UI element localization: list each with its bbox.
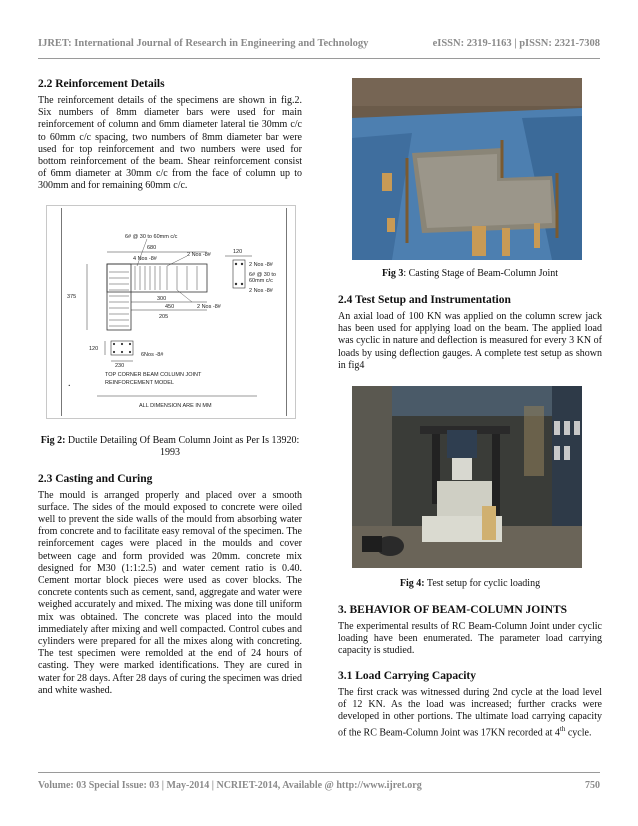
dim-300: 300 (157, 295, 167, 302)
dim-120-left: 120 (89, 345, 99, 352)
section-3-1-body-sup: th (559, 725, 566, 734)
model-title-2: REINFORCEMENT MODEL (105, 379, 174, 386)
dim-230: 230 (115, 362, 125, 369)
running-header (38, 38, 600, 49)
dim-120-top: 120 (233, 248, 243, 255)
section-2-3-title: 2.3 Casting and Curing (38, 472, 153, 485)
bars-2nos-bottom: 2 Nos -8# (197, 303, 221, 310)
header-rule (38, 58, 600, 59)
figure-2-reinforcement-drawing (46, 205, 296, 419)
right-column (338, 78, 602, 740)
running-footer (38, 780, 600, 791)
footer-volume: Volume: 03 Special Issue: 03 | May-2014 | NCRIET-2014, Available @ http://www.ijret.org (38, 780, 422, 791)
dim-205: 205 (159, 313, 169, 320)
fig4-caption-label: Fig 4: (399, 578, 425, 590)
fig3-caption-label: Fig 3 (381, 268, 404, 279)
fig3-caption-text: : Casting Stage of Beam-Column Joint (403, 268, 559, 279)
footer-rule (38, 772, 600, 773)
section-2-2-body: The reinforcement details of the specimens are shown in fig.2. Six numbers of 8mm diameter bars were used for main reinforcement of column and 6mm diameter lateral tie 30mm c/c to 60mm c/c spacing, two numbers of 8mm diameter bar were used for top reinforcement and two numbers were used for bottom reinforcement of the beam. Shear reinforcement consist of 6mm diameter at 30mm c/c from the face of column up to 300mm and for remaining 60mm c/c. (38, 95, 302, 192)
tie-note-1: 6# @ 30 to (249, 271, 276, 278)
figure-2-caption (38, 435, 302, 459)
section-3-1-title: 3.1 Load Carrying Capacity (338, 669, 476, 682)
section-3-1-body-b: cycle. (565, 727, 592, 739)
section-3-1-body-a: The first crack was witnessed during 2nd cycle at the load level of 12 KN. As the load was increased; further cracks were developed in other portions. The ultimate load carrying capacity of the RC Beam-Column Joint was 17KN recorded at 4 (338, 686, 602, 739)
figure-4-caption (338, 578, 602, 590)
dim-375: 375 (67, 293, 77, 300)
bars-2nos-r2: 2 Nos -8# (249, 287, 273, 294)
dimension-note: ALL DIMENSION ARE IN MM (139, 402, 212, 409)
model-title-1: TOP CORNER BEAM COLUMN JOINT (105, 371, 202, 378)
bars-2nos-r: 2 Nos -8# (249, 261, 273, 268)
bars-2nos-top: 2 Nos -8# (187, 251, 211, 258)
left-column (38, 78, 302, 697)
section-2-3-body: The mould is arranged properly and placed over a smooth surface. The sides of the mould exposed to concrete were oiled well to prevent the side walls of the mould from absorbing water from concrete and to facilitate easy removal of the specimen. The reinforcement cages were placed in the moulds and cover between cage and form provided was 20mm. concrete mix designed for M30 (1:1:2.5) and water cement ratio is 0.40. Cement mortar block pieces were used as cover blocks. The concrete contents such as cement, sand, aggregate and water were weighed accurately and mixed. The mixing was done till uniform mix was obtained. The concrete was placed into the mould immediately after mixing and well compacted. Control cubes and cylinders were prepared for all the mixes along with concreting. The test specimen were remolded at the end of 24 hours of casting. They were marked identifications. They are cured in water for 28 days. After 28 days of curing the specimen was dried and white washed. (38, 489, 302, 696)
section-3-body: The experimental results of RC Beam-Column Joint under cyclic loading have been enumerated. The parameter load carrying capacity is studied. (338, 621, 602, 657)
section-2-4-title: 2.4 Test Setup and Instrumentation (338, 294, 511, 306)
dim-450: 450 (165, 303, 175, 310)
figure-3-casting-photo (352, 78, 582, 260)
stray-mark: . (68, 378, 71, 389)
figure-3-caption (338, 268, 602, 280)
section-3-title: 3. BEHAVIOR OF BEAM-COLUMN JOINTS (338, 604, 568, 617)
section-3-1-body (338, 687, 602, 740)
bars-4nos: 4 Nos -8# (133, 255, 157, 262)
journal-title: IJRET: International Journal of Research in Engineering and Technology (38, 38, 369, 49)
page-number: 750 (585, 780, 600, 791)
tie-note-2: 60mm c/c (249, 277, 273, 284)
figure-4-test-setup-photo (352, 386, 582, 568)
fig2-caption-text: Ductile Detailing Of Beam Column Joint as Per Is 13920: 1993 (65, 434, 300, 458)
fig4-caption-text: Test setup for cyclic loading (424, 578, 541, 590)
fig2-caption-label: Fig 2: (40, 434, 66, 446)
bars-6nos: 6Nos -8# (141, 351, 164, 358)
stirrup-note: 6# @ 30 to 60mm c/c (125, 233, 178, 240)
dim-680: 680 (147, 244, 157, 251)
section-2-2-title: 2.2 Reinforcement Details (38, 78, 165, 90)
issn: eISSN: 2319-1163 | pISSN: 2321-7308 (432, 38, 600, 49)
section-2-4-body: An axial load of 100 KN was applied on the column screw jack has been used for applying load on the beam. The applied load was cyclic in nature and deflection is measured for every 3 KN of loads by using deflection gauges. A complete test setup as shown in fig4 (338, 311, 602, 371)
